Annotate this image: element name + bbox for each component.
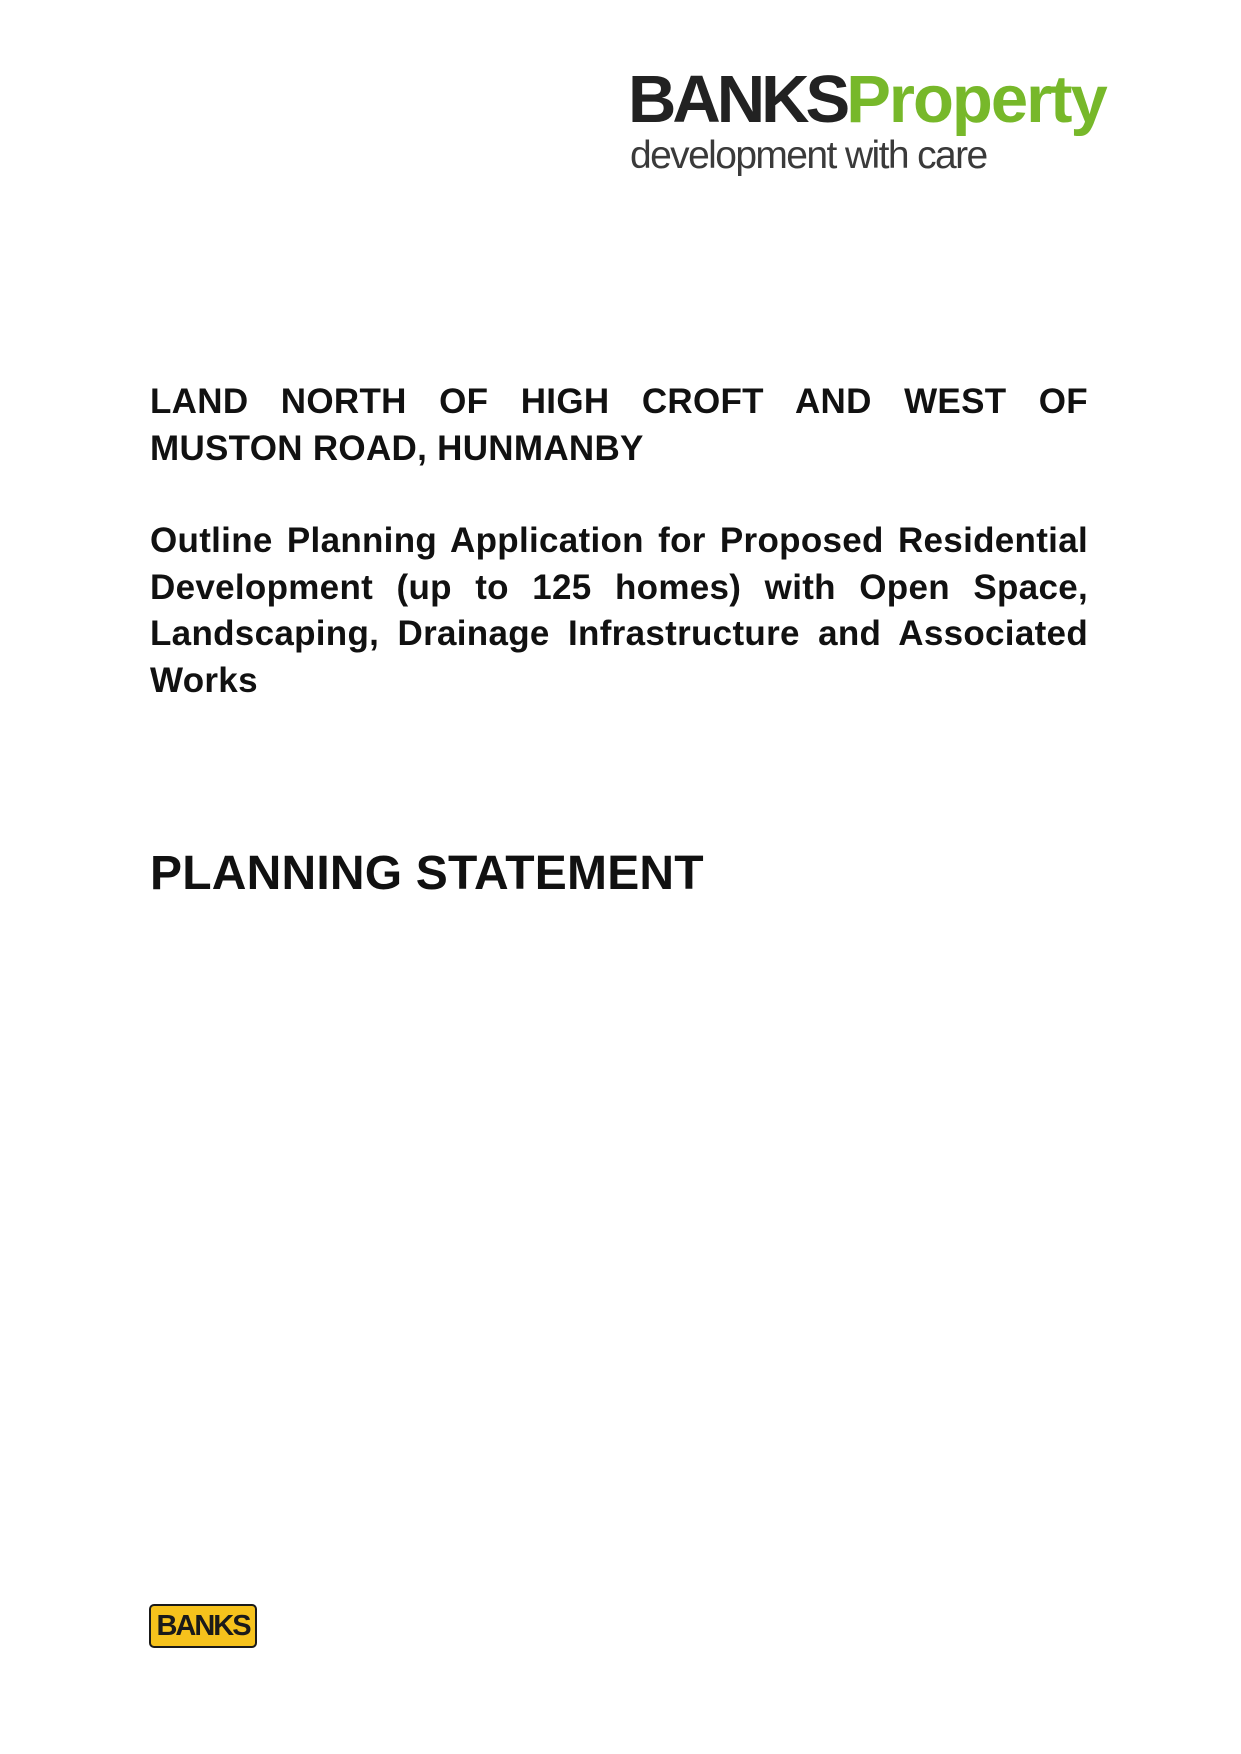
logo-wordmark-banks: BANKS	[628, 62, 847, 137]
logo-tagline: development with care	[630, 134, 987, 177]
logo-wordmark	[628, 62, 1106, 137]
document-title: PLANNING STATEMENT	[150, 847, 704, 900]
banks-property-logo	[628, 62, 1106, 186]
application-description: Outline Planning Application for Proposed Residential Development (up to 125 homes) with Open Space, Landscaping, Drainage Infrastructure and Associated Works	[150, 521, 1088, 700]
site-title: LAND NORTH OF HIGH CROFT AND WEST OF MUSTON ROAD, HUNMANBY	[150, 382, 1088, 468]
logo-wordmark-property: Property	[846, 62, 1106, 137]
banks-badge-logo	[149, 1604, 257, 1648]
badge-text: BANKS	[156, 1609, 250, 1642]
